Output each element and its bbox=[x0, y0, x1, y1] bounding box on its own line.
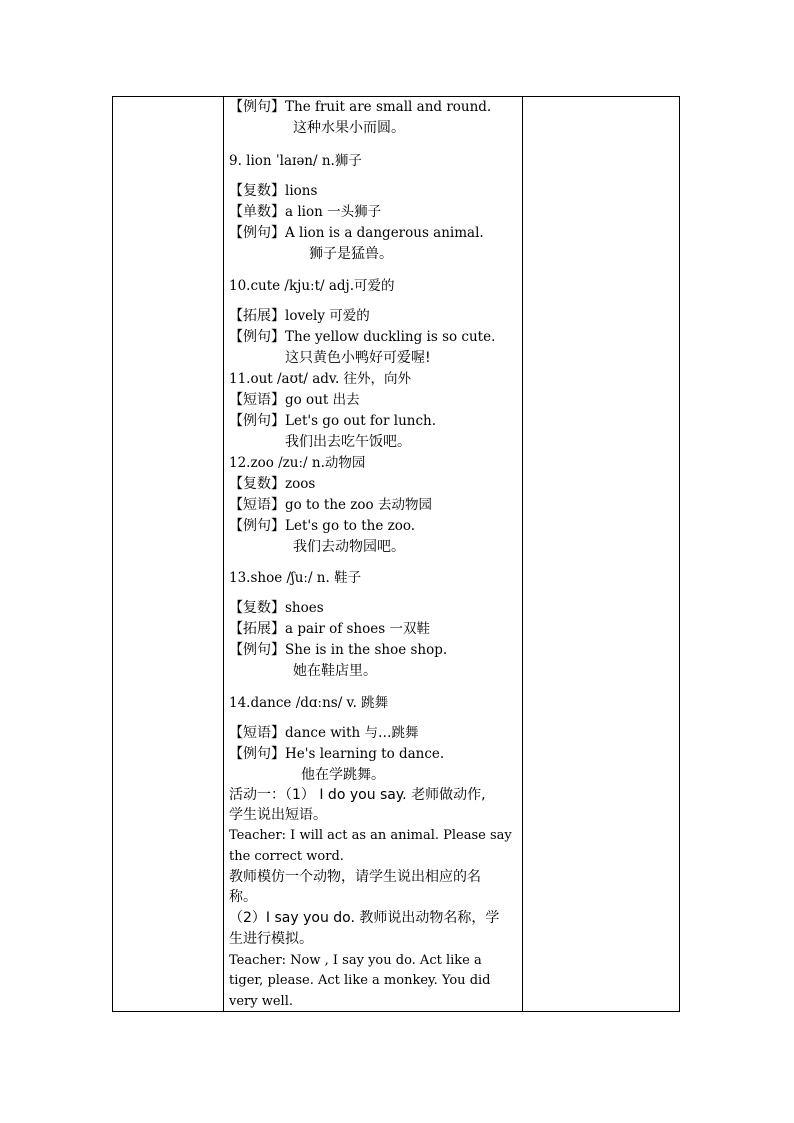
example-sentence: A lion is a dangerous animal. bbox=[285, 225, 484, 241]
example-line bbox=[229, 517, 415, 535]
phrase-line bbox=[229, 496, 432, 514]
plural-line bbox=[229, 475, 315, 493]
phrase-text: go to the zoo 去动物园 bbox=[285, 497, 432, 513]
example-tag: 【例句】 bbox=[229, 99, 285, 115]
example-tag: 【例句】 bbox=[229, 746, 285, 762]
example-line bbox=[229, 745, 444, 763]
example-translation: 她在鞋店里。 bbox=[293, 663, 377, 679]
teacher-line: very well. bbox=[229, 994, 293, 1009]
example-tag: 【例句】 bbox=[229, 642, 285, 658]
phrase-tag: 【短语】 bbox=[229, 725, 285, 741]
phrase-line bbox=[229, 724, 419, 742]
plural-line bbox=[229, 599, 324, 617]
column-divider-left bbox=[223, 97, 224, 1011]
column-divider-right bbox=[522, 97, 523, 1011]
example-line bbox=[229, 98, 491, 116]
teacher-line: Teacher: I will act as an animal. Please say bbox=[229, 828, 512, 843]
activity-line: 学生说出短语。 bbox=[229, 807, 327, 823]
singular-tag: 【单数】 bbox=[229, 204, 285, 220]
example-line bbox=[229, 328, 495, 346]
word-heading: 10.cute /kjuːt/ adj.可爱的 bbox=[229, 278, 395, 294]
plural-form: lions bbox=[285, 183, 318, 199]
example-line bbox=[229, 641, 447, 659]
example-translation: 我们去动物园吧。 bbox=[293, 539, 405, 555]
singular-form: a lion 一头狮子 bbox=[285, 204, 382, 220]
phrase-tag: 【短语】 bbox=[229, 392, 285, 408]
phrase-tag: 【短语】 bbox=[229, 497, 285, 513]
teacher-line: Teacher: Now , I say you do. Act like a bbox=[229, 953, 482, 968]
activity-line: 教师模仿一个动物，请学生说出相应的名 bbox=[229, 869, 481, 885]
singular-line bbox=[229, 203, 381, 221]
example-sentence: She is in the shoe shop. bbox=[285, 642, 448, 658]
word-heading: 12.zoo /zuː/ n.动物园 bbox=[229, 455, 366, 471]
phrase-text: go out 出去 bbox=[285, 392, 360, 408]
example-sentence: He's learning to dance. bbox=[285, 746, 445, 762]
extension-tag: 【拓展】 bbox=[229, 308, 285, 324]
word-heading: 13.shoe /ʃuː/ n. 鞋子 bbox=[229, 570, 362, 586]
plural-tag: 【复数】 bbox=[229, 183, 285, 199]
extension-text: a pair of shoes 一双鞋 bbox=[285, 621, 430, 637]
plural-form: zoos bbox=[285, 476, 316, 492]
plural-tag: 【复数】 bbox=[229, 600, 285, 616]
activity-line: 生进行模拟。 bbox=[229, 931, 313, 947]
example-tag: 【例句】 bbox=[229, 329, 285, 345]
phrase-line bbox=[229, 391, 360, 409]
activity-line: （2）I say you do. 教师说出动物名称，学 bbox=[229, 910, 500, 926]
example-tag: 【例句】 bbox=[229, 518, 285, 534]
word-heading: 14.dance /dɑːns/ v. 跳舞 bbox=[229, 695, 389, 711]
example-translation: 这种水果小而圆。 bbox=[293, 120, 405, 136]
example-translation: 这只黄色小鸭好可爱喔! bbox=[285, 350, 431, 366]
extension-text: lovely 可爱的 bbox=[285, 308, 370, 324]
extension-line bbox=[229, 620, 430, 638]
teacher-line: the correct word. bbox=[229, 849, 344, 864]
example-sentence: Let's go to the zoo. bbox=[285, 518, 416, 534]
example-line bbox=[229, 412, 436, 430]
example-sentence: Let's go out for lunch. bbox=[285, 413, 437, 429]
example-translation: 我们出去吃午饭吧。 bbox=[285, 434, 411, 450]
example-translation: 他在学跳舞。 bbox=[301, 767, 385, 783]
plural-form: shoes bbox=[285, 600, 324, 616]
example-sentence: The yellow duckling is so cute. bbox=[285, 329, 496, 345]
example-sentence: The fruit are small and round. bbox=[285, 99, 492, 115]
example-tag: 【例句】 bbox=[229, 225, 285, 241]
word-heading: 9. lion ˈlaɪən/ n.狮子 bbox=[229, 153, 362, 169]
example-line bbox=[229, 224, 484, 242]
plural-tag: 【复数】 bbox=[229, 476, 285, 492]
extension-tag: 【拓展】 bbox=[229, 621, 285, 637]
extension-line bbox=[229, 307, 370, 325]
activity-line: 活动一：（1） I do you say. 老师做动作, bbox=[229, 787, 486, 803]
plural-line bbox=[229, 182, 317, 200]
phrase-text: dance with 与…跳舞 bbox=[285, 725, 419, 741]
example-tag: 【例句】 bbox=[229, 413, 285, 429]
example-translation: 狮子是猛兽。 bbox=[309, 246, 393, 262]
activity-line: 称。 bbox=[229, 889, 257, 905]
teacher-line: tiger, please. Act like a monkey. You did bbox=[229, 973, 491, 988]
word-heading: 11.out /aʊt/ adv. 往外，向外 bbox=[229, 371, 412, 387]
